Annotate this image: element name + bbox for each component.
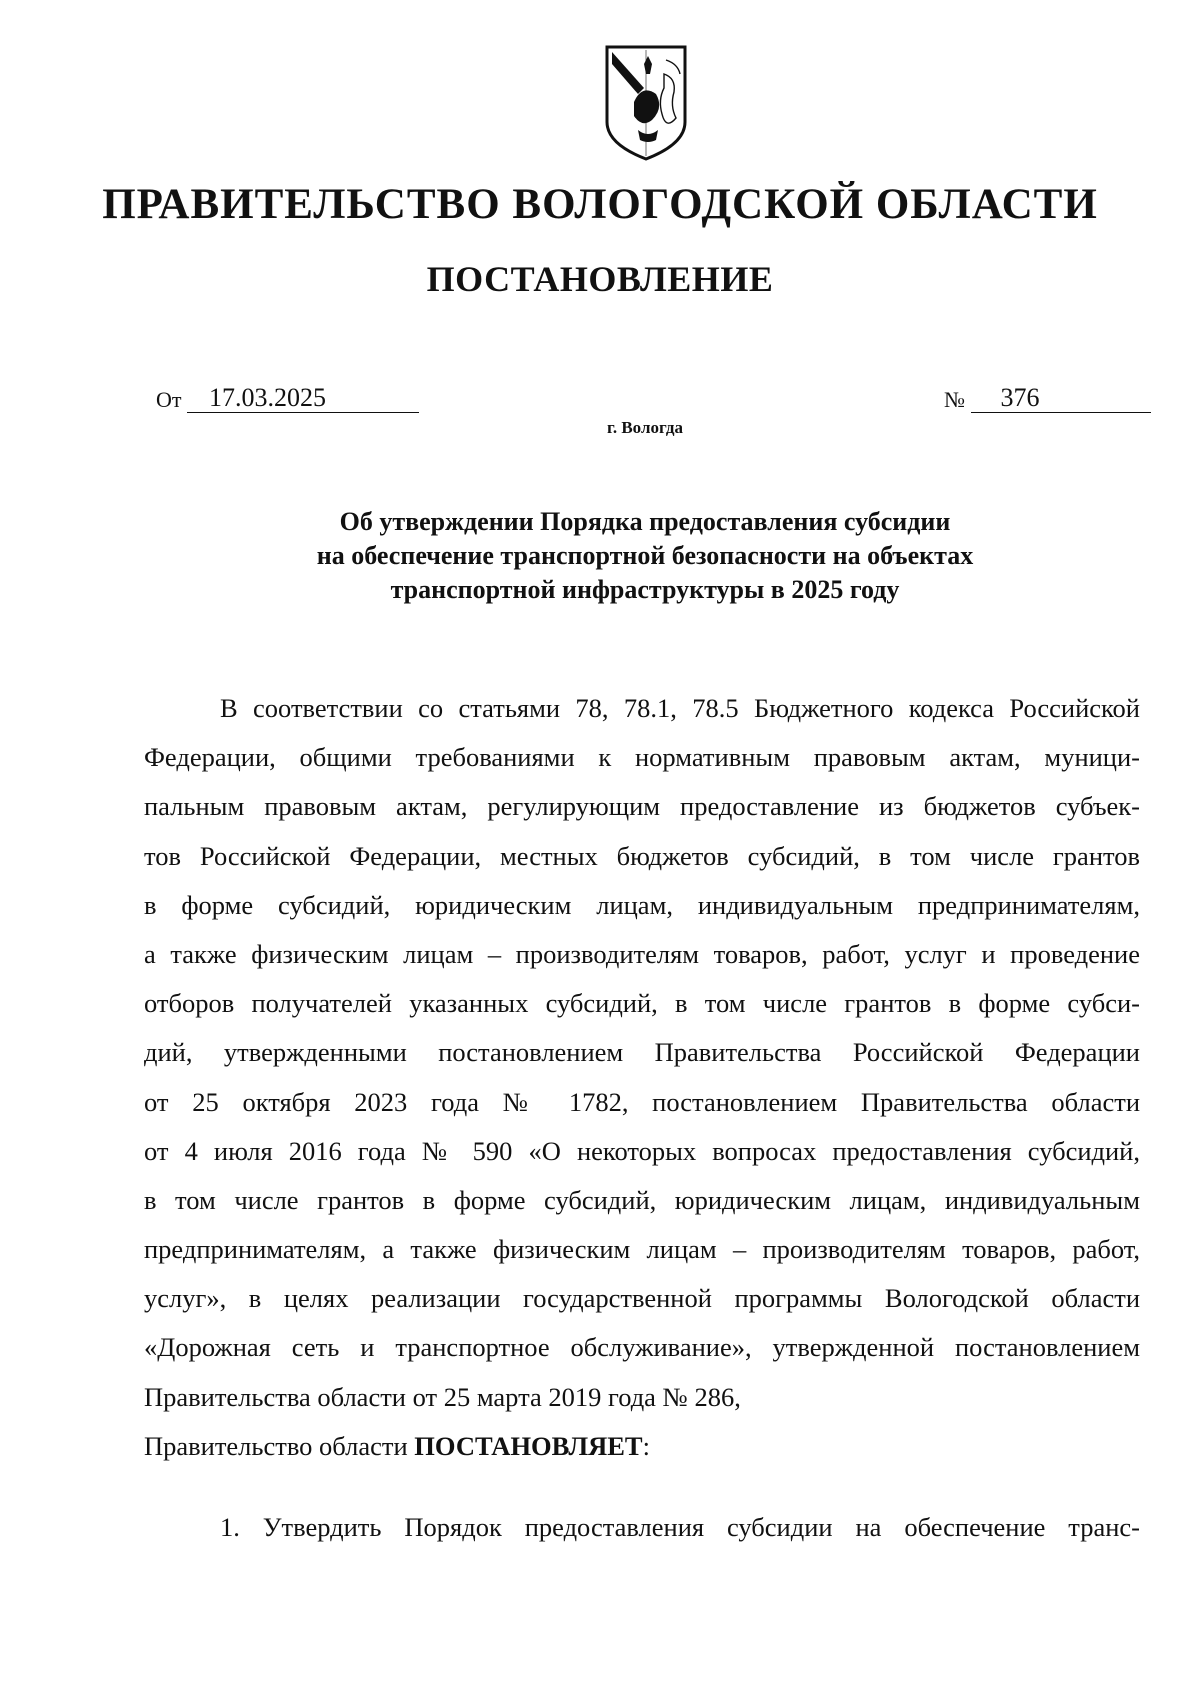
body-line: а также физическим лицам – производителям товаров, работ, услуг и проведение	[144, 938, 1140, 969]
body-line: тов Российской Федерации, местных бюджетов субсидий, в том числе грантов	[144, 840, 1140, 871]
body-line: от 25 октября 2023 года № 1782, постановлением Правительства области	[144, 1086, 1140, 1117]
date-value: 17.03.2025	[187, 384, 419, 413]
body-line: «Дорожная сеть и транспортное обслуживание», утвержденной постановлением	[144, 1332, 1140, 1363]
spacer	[144, 1471, 1140, 1503]
body-line: В соответствии со статьями 78, 78.1, 78.5 Бюджетного кодекса Российской	[220, 693, 1140, 723]
body-line: в том числе грантов в форме субсидий, юридическим лицам, индивидуальным	[144, 1184, 1140, 1215]
body-line: пальным правовым актам, регулирующим предоставление из бюджетов субъек-	[144, 791, 1140, 822]
body-line: в форме субсидий, юридическим лицам, индивидуальным предпринимателям,	[144, 889, 1140, 920]
resolution-prefix: Правительство области	[144, 1430, 415, 1461]
city-label: г. Вологда	[607, 418, 683, 437]
body-line: отборов получателей указанных субсидий, в том числе грантов в форме субси-	[144, 988, 1140, 1019]
number-label: №	[944, 387, 965, 412]
document-body	[144, 684, 1140, 1552]
document-subject	[0, 505, 1200, 607]
resolution-suffix: :	[642, 1430, 650, 1461]
subject-line: транспортной инфраструктуры в 2025 году	[390, 575, 900, 604]
body-line: предпринимателям, а также физическим лицам – производителям товаров, работ,	[144, 1234, 1140, 1265]
body-line: Федерации, общими требованиями к нормативным правовым актам, муници-	[144, 742, 1140, 773]
body-line: Правительства области от 25 марта 2019 года № 286,	[144, 1381, 741, 1412]
number-value: 376	[971, 384, 1151, 413]
subject-line: Об утверждении Порядка предоставления субсидии	[339, 507, 951, 536]
date-field	[156, 384, 419, 413]
resolution-line	[144, 1422, 1140, 1471]
subject-line: на обеспечение транспортной безопасности на объектах	[316, 541, 974, 570]
government-title: ПРАВИТЕЛЬСТВО ВОЛОГОДСКОЙ ОБЛАСТИ	[102, 181, 1098, 228]
body-line: дий, утвержденными постановлением Правительства Российской Федерации	[144, 1037, 1140, 1068]
vologda-coat-of-arms-icon	[604, 44, 688, 162]
item-1-line: 1. Утвердить Порядок предоставления субсидии на обеспечение транс-	[220, 1512, 1140, 1542]
resolution-keyword: ПОСТАНОВЛЯЕТ	[414, 1430, 643, 1461]
body-line: услуг», в целях реализации государственной программы Вологодской области	[144, 1283, 1140, 1314]
date-label: От	[156, 387, 182, 412]
number-field	[944, 384, 1151, 413]
document-type: ПОСТАНОВЛЕНИЕ	[426, 259, 774, 299]
body-line: от 4 июля 2016 года № 590 «О некоторых вопросах предоставления субсидий,	[144, 1135, 1140, 1166]
